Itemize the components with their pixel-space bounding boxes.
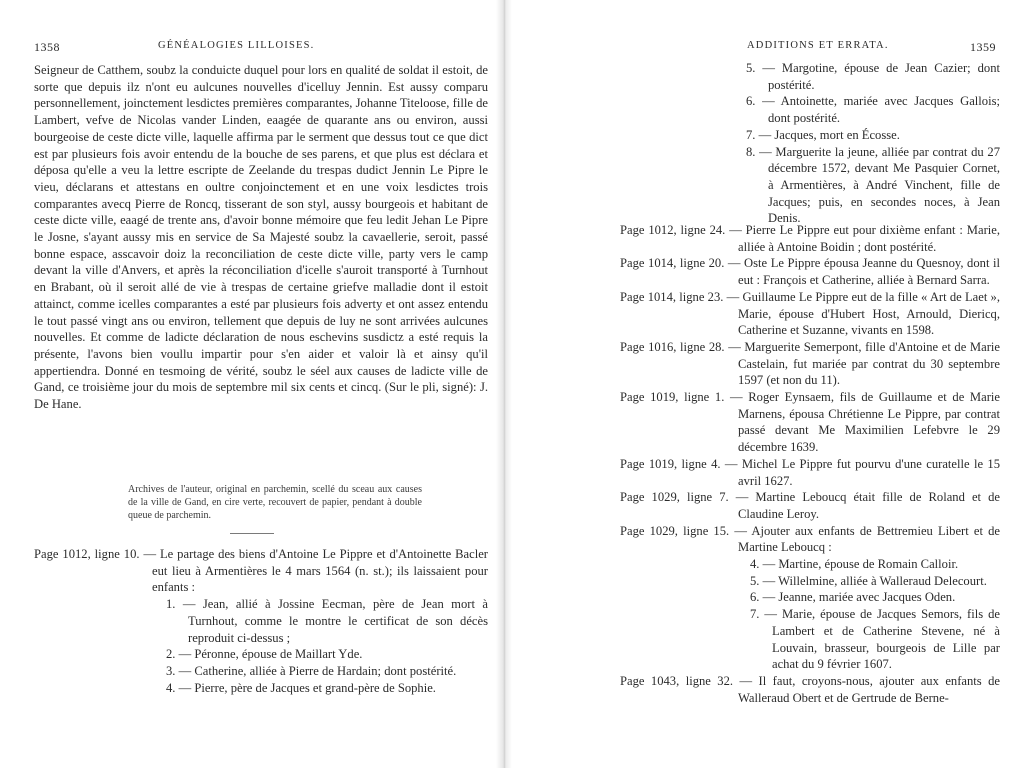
errata-entry [620,673,1000,706]
list-item: 4. — Pierre, père de Jacques et grand-père de Sophie. [166,680,436,695]
entry-reference: Page 1012, ligne 24. [620,223,726,237]
list-item: 7. — Marie, épouse de Jacques Semors, fils de Lambert et de Catherine Stevene, né à Louvain, brasseur, bourgeois de Lille par achat du 9 février 1607. [750,607,1000,672]
section-divider [230,533,274,534]
errata-entry-1012-10 [34,546,488,696]
list-item: 3. — Catherine, alliée à Pierre de Hardain; dont postérité. [166,663,457,678]
list-item: 4. — Martine, épouse de Romain Calloir. [750,557,959,572]
entry-text: — Guillaume Le Pippre eut de la fille « Art de Laet », Marie, épouse d'Hubert Host, Arnould, Diericq, Catherine et Suzanne, vivants en 1598. [726,289,1001,338]
errata-entry [620,255,1000,288]
entry-text: — Marguerite Semerpont, fille d'Antoine et de Marie Castelain, fut mariée par contrat du 30 septembre 1597 (et non du 11). [728,339,1001,388]
errata-entry [34,546,488,596]
list-item: 8. — Marguerite la jeune, alliée par contrat du 27 décembre 1572, devant Me Pasquier Cornet, à Armentières, à André Vinchent, fille de Jacques; puis, en secondes noces, à Jean Denis. [746,144,1000,226]
source-note: Archives de l'auteur, original en parchemin, scellé du sceau aux causes de la ville de Gand, en cire verte, recouvert de papier, pendant à double queue de parchemin. [128,484,422,521]
errata-entry [620,389,1000,456]
entry-text: — Michel Le Pippre fut pourvu d'une curatelle le 15 avril 1627. [724,456,1000,488]
entry-text: — Le partage des biens d'Antoine Le Pippre et d'Antoinette Bacler eut lieu à Armentières le 4 mars 1564 (n. st.); ils laissaient pour enfants : [143,547,488,595]
list-item: 2. — Péronne, épouse de Maillart Yde. [166,647,363,662]
errata-entry [620,289,1000,339]
entry-text: — Ajouter aux enfants de Bettremieu Libert et de Martine Leboucq : [734,523,1001,555]
entry-reference: Page 1012, ligne 10. [34,547,140,561]
entry-reference: Page 1014, ligne 23. [620,289,724,304]
errata-entry [620,489,1000,522]
errata-entries [620,222,1000,706]
errata-entry [620,339,1000,389]
list-item: 5. — Willelmine, alliée à Walleraud Delecourt. [750,573,987,588]
continued-children-list [622,60,1000,227]
page-number: 1359 [970,40,996,54]
added-children-list [620,556,1000,673]
entry-reference: Page 1029, ligne 15. [620,523,730,538]
errata-entry [620,523,1000,556]
top-list [622,60,1000,227]
right-page [502,0,1024,768]
running-head: GÉNÉALOGIES LILLOISES. [158,40,315,51]
running-head: ADDITIONS ET ERRATA. [747,40,889,51]
entry-reference: Page 1014, ligne 20. [620,256,725,271]
deposition-text [34,62,488,413]
page-number: 1358 [34,40,60,54]
entry-text: — Pierre Le Pippre eut pour dixième enfant : Marie, alliée à Antoine Boidin ; dont postérité. [729,223,1001,254]
list-item: 6. — Antoinette, mariée avec Jacques Gallois; dont postérité. [746,94,1000,126]
entry-reference: Page 1019, ligne 4. [620,456,721,471]
list-item: 7. — Jacques, mort en Écosse. [746,127,900,142]
list-item: 5. — Margotine, épouse de Jean Cazier; dont postérité. [746,61,1000,92]
list-item: 1. — Jean, allié à Jossine Eecman, père de Jean mort à Turnhout, comme le montre le certificat de son décès reproduit ci-dessus ; [166,597,488,645]
left-page [0,0,500,768]
errata-entry [620,222,1000,255]
entry-text: — Il faut, croyons-nous, ajouter aux enfants de Walleraud Obert et de Gertrude de Berne- [738,673,1001,705]
errata-entry [620,456,1000,489]
list-item: 6. — Jeanne, mariée avec Jacques Oden. [750,590,956,605]
entry-reference: Page 1029, ligne 7. [620,490,729,505]
children-list [34,596,488,696]
body-paragraph: Seigneur de Catthem, soubz la conduicte duquel pour lors en qualité de soldat il estoit, de sorte que depuis ilz n'ont eu aulcunes nouvelles d'icelluy Jennin. Est aussy comparu personnellement, joinctement lesdictes premières comparantes, Johanne Titeloose, fille de Lambert, vefve de Nicolas vander Linden, eaagée de quarante ans ou environ, aussi bourgeoise de ceste dicte ville, laquelle affirma par le serment que dessus tout ce que dict est par plusieurs fois avoir entendu de la bouche de ses parens, et que plus est déclara et déposa qu'elle a veu la lettre escripte de Zeelande du trespas dudict Jennin Le Pipre le vieu, déclarans et attestans en oultre conjoinctement et en une voix lesdictes trois comparantes avecq Pierre de Roncq, tisserant de son styl, aussy bourgeois et habitant de ceste dicte ville, eaagé de trente ans, d'avoir bonne mémoire que feu ledit Jehan Le Pipre le Josne, s'ayant aussy mis en service de Sa Majesté soubz la cavaellerie, seroit, passé bonne espace, asscavoir doiz la reconciliation de ceste dicte ville, party vers le camp devant la ville d'Anvers, et après la réconciliation d'icelle s'auroit transporté à Turnhout en Brabant, où il seroit allé de vie à trespas de certaine griefve malladie dont il estoit attainct, comme icelles comparantes a esté par plusieurs fois adverty et ont assez entendu le tout passé vingt ans ou environ, tellement que depuis de luy ne sont arrivées aulcunes nouvelles. Et comme de ladicte déclaration de nous eschevins susdictz a esté requis la présente, l'avons bien voullu impartir pour s'en aider et valoir là et ainsy qu'il appertiendra. Donné en tesmoing de vérité, soubz le séel aux causes de ladicte ville de Gand, ce troisième jour du mois de septembre mil six cents et cincq. (Sur le pli, signé): J. De Hane. [34,63,488,412]
entry-reference: Page 1043, ligne 32. [620,673,734,688]
entry-reference: Page 1016, ligne 28. [620,339,725,354]
entry-text: — Martine Leboucq était fille de Roland et de Claudine Leroy. [735,490,1001,521]
entry-reference: Page 1019, ligne 1. [620,390,725,405]
entry-text: — Roger Eynsaem, fils de Guillaume et de Marie Marnens, épousa Chrétienne Le Pippre, par contrat passé devant Me Maximilien Lefebvre le 29 décembre 1639. [730,390,1000,455]
entry-text: — Oste Le Pippre épousa Jeanne du Quesnoy, dont il eut : François et Catherine, alliée à Bernard Sarra. [727,256,1000,288]
